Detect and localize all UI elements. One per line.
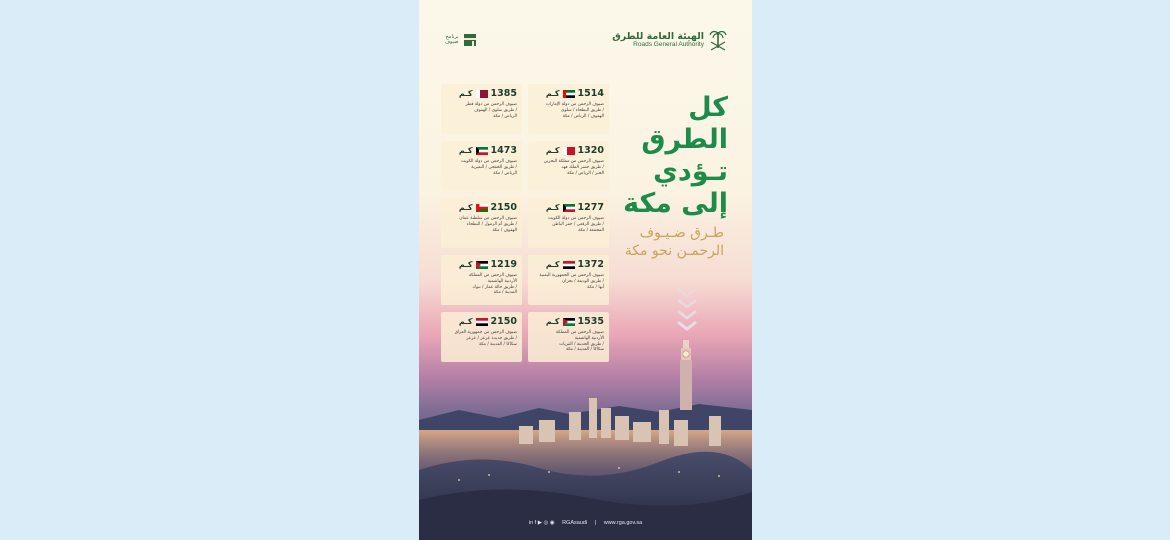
social-handle[interactable]: RGAsaudi: [562, 520, 588, 526]
distance-value: 1320: [577, 145, 604, 156]
chevron-down-icon: [675, 286, 699, 332]
yemen-flag-icon: [563, 261, 575, 269]
distance-unit: كـم: [458, 146, 473, 155]
distance-unit: كـم: [545, 260, 560, 269]
route-distance: [446, 202, 517, 213]
route-description: ضيوف الرحمن من جمهورية العراق طريق جديدة عرعر / عرعر / سكاكا / المدينة / مكة: [454, 330, 517, 347]
distance-unit: كـم: [458, 317, 473, 326]
route-description: ضيوف الرحمن من دولة قطر طريق سلوى / الهفوف / الرياض / مكة: [465, 102, 517, 119]
jordan-flag-icon: [563, 318, 575, 326]
route-card: [441, 84, 522, 134]
subheadline-line: طـرق ضـيـوف: [639, 225, 724, 241]
guests-program-logo-text: برنامج ضيوف: [445, 34, 459, 45]
route-description: ضيوف الرحمن من مملكة البحرين طريق جسر الملك فهد / الخبر / الرياض / مكة: [543, 159, 604, 176]
route-distance: [533, 88, 604, 99]
route-description: ضيوف الرحمن من سلطنة عمان طريق أم الزمول / البطحاء / الهفوف / مكة: [459, 216, 517, 233]
footer: in f ▶ ◎ ◉ RGAsaudi | www.rga.gov.sa: [528, 520, 643, 526]
distance-value: 1277: [577, 202, 604, 213]
poster: [419, 0, 752, 540]
guests-program-logo: [445, 32, 478, 48]
makkah-cityscape-image: [419, 380, 752, 540]
distance-value: 1535: [577, 316, 604, 327]
distance-unit: كـم: [458, 89, 473, 98]
distance-value: 2150: [490, 316, 517, 327]
route-card: [528, 312, 609, 362]
route-description: ضيوف الرحمن من المملكة الأردنية الهاشمية طريق حالة عمار / تبوك / المدينة / مكة: [468, 273, 517, 296]
route-description: ضيوف الرحمن من المملكة الأردنية الهاشمية طريق الحديثة / القريات / سكاكا / المدينة / مكة: [555, 330, 604, 353]
rga-logo: [612, 28, 728, 52]
distance-unit: كـم: [545, 317, 560, 326]
distance-unit: كـم: [545, 146, 560, 155]
route-distance: [533, 316, 604, 327]
route-distance: [533, 145, 604, 156]
subheadline-line: الرحمـن نحو مكة: [624, 243, 724, 260]
headline-line: الطرق: [641, 123, 728, 155]
qatar-flag-icon: [476, 90, 488, 98]
route-distance: [446, 316, 517, 327]
bahrain-flag-icon: [563, 147, 575, 155]
kuwait-flag-icon: [476, 147, 488, 155]
distance-unit: كـم: [458, 260, 473, 269]
route-card: [528, 84, 609, 134]
route-distance: [446, 88, 517, 99]
website-link[interactable]: www.rga.gov.sa: [603, 520, 643, 526]
route-card: [441, 198, 522, 248]
org-name-arabic: الهيئة العامة للطرق: [612, 30, 704, 42]
distance-value: 1219: [490, 259, 517, 270]
uae-flag-icon: [563, 90, 575, 98]
route-description: ضيوف الرحمن من الجمهورية اليمنية طريق الوديعة / نجران / أبها / مكة: [539, 273, 604, 290]
route-distance: [446, 259, 517, 270]
route-card: [528, 255, 609, 305]
main-headline: [608, 92, 728, 219]
route-card: [528, 141, 609, 191]
headline-line: تـؤدي: [653, 155, 728, 187]
distance-value: 2150: [490, 202, 517, 213]
route-distance: [533, 259, 604, 270]
distance-unit: كـم: [458, 203, 473, 212]
palm-swords-logo-icon: [708, 28, 728, 52]
route-card: [528, 198, 609, 248]
oman-flag-icon: [476, 204, 488, 212]
distance-value: 1514: [577, 88, 604, 99]
distance-value: 1385: [490, 88, 517, 99]
route-distance: [446, 145, 517, 156]
route-description: ضيوف الرحمن من دولة الكويت طريق الرقعي / حفر الباطن / المجمعة / مكة: [547, 216, 604, 233]
route-card: [441, 312, 522, 362]
iraq-flag-icon: [476, 318, 488, 326]
social-icons[interactable]: in f ▶ ◎ ◉: [528, 520, 555, 526]
clock-tower-image: [677, 340, 695, 410]
jordan-flag-icon: [476, 261, 488, 269]
header: [419, 28, 752, 56]
headline-line: كل: [688, 92, 728, 123]
route-card: [441, 141, 522, 191]
subheadline: [625, 224, 724, 260]
headline-line: إلى مكة: [623, 187, 728, 219]
org-name-english: Roads General Authority: [633, 40, 704, 48]
distance-unit: كـم: [545, 203, 560, 212]
distance-value: 1372: [577, 259, 604, 270]
distance-value: 1473: [490, 145, 517, 156]
route-card: [441, 255, 522, 305]
kaaba-logo-icon: [462, 32, 478, 48]
route-description: ضيوف الرحمن من دولة الإمارات طريق البطحاء / سلوى / الهفوف / الرياض / مكة: [545, 102, 604, 119]
kuwait-flag-icon: [563, 204, 575, 212]
distance-unit: كـم: [545, 89, 560, 98]
route-description: ضيوف الرحمن من دولة الكويت طريق الخفجي / النعيرية / الرياض / مكة: [460, 159, 517, 176]
route-distance: [533, 202, 604, 213]
